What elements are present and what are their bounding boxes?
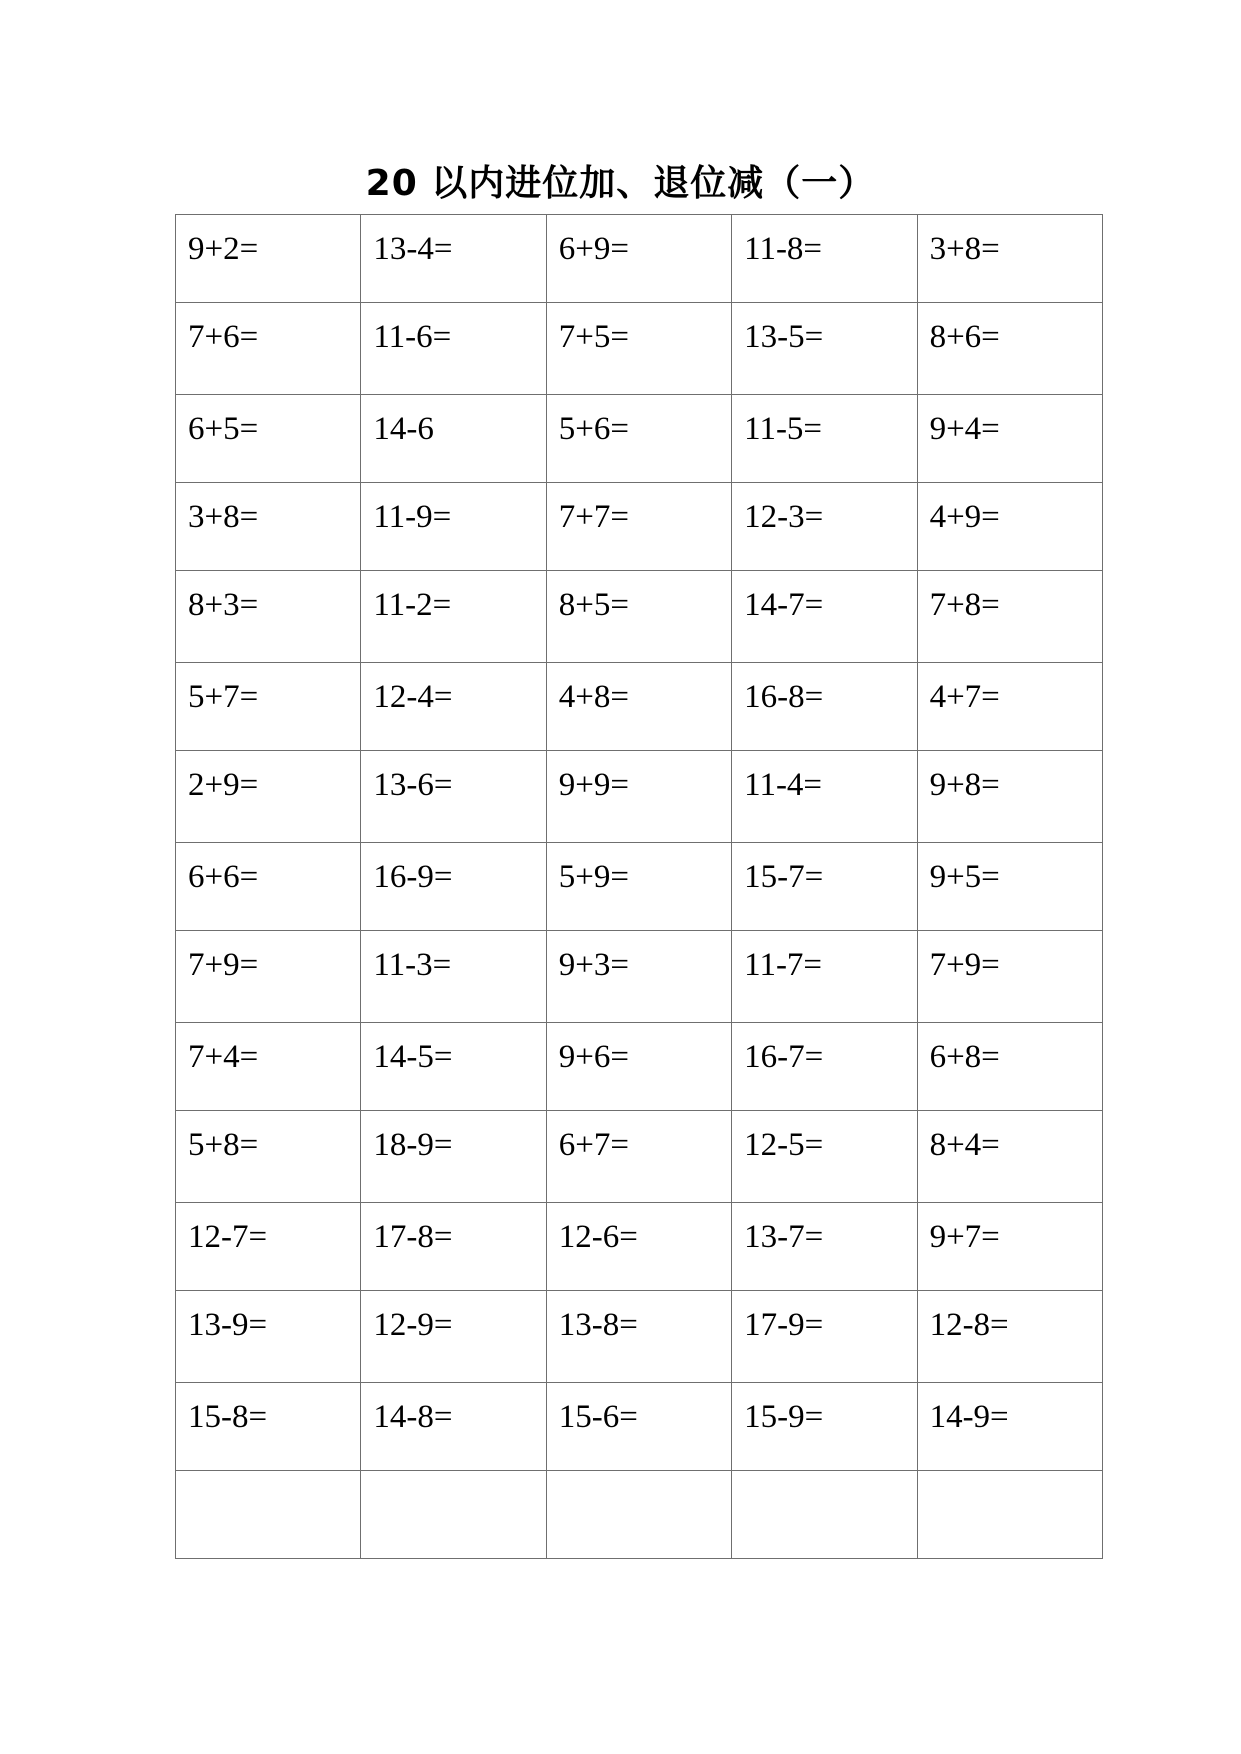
exercise-cell: 4+7= xyxy=(917,663,1102,751)
exercise-cell: 3+8= xyxy=(176,483,361,571)
exercise-cell: 14-6 xyxy=(361,395,546,483)
exercise-cell: 9+4= xyxy=(917,395,1102,483)
table-row xyxy=(176,1291,1103,1383)
exercise-cell: 12-6= xyxy=(546,1203,731,1291)
exercise-cell: 7+4= xyxy=(176,1023,361,1111)
exercise-cell: 6+6= xyxy=(176,843,361,931)
table-row xyxy=(176,1383,1103,1471)
table-row xyxy=(176,215,1103,303)
table-row xyxy=(176,843,1103,931)
exercise-cell: 4+8= xyxy=(546,663,731,751)
exercise-cell: 12-4= xyxy=(361,663,546,751)
exercise-cell: 12-7= xyxy=(176,1203,361,1291)
exercise-cell: 11-2= xyxy=(361,571,546,663)
exercise-cell: 12-9= xyxy=(361,1291,546,1383)
exercise-cell: 15-7= xyxy=(732,843,917,931)
exercise-cell: 15-9= xyxy=(732,1383,917,1471)
exercise-cell: 6+8= xyxy=(917,1023,1102,1111)
exercise-cell: 16-7= xyxy=(732,1023,917,1111)
exercise-table-body xyxy=(176,215,1103,1559)
exercise-cell: 15-8= xyxy=(176,1383,361,1471)
exercise-cell: 7+9= xyxy=(917,931,1102,1023)
exercise-cell: 14-9= xyxy=(917,1383,1102,1471)
exercise-cell: 7+7= xyxy=(546,483,731,571)
exercise-cell xyxy=(732,1471,917,1559)
exercise-cell: 13-9= xyxy=(176,1291,361,1383)
exercise-cell: 5+7= xyxy=(176,663,361,751)
exercise-cell xyxy=(176,1471,361,1559)
exercise-cell: 14-8= xyxy=(361,1383,546,1471)
exercise-cell: 13-4= xyxy=(361,215,546,303)
exercise-cell: 6+5= xyxy=(176,395,361,483)
exercise-cell: 11-8= xyxy=(732,215,917,303)
table-row xyxy=(176,571,1103,663)
table-row xyxy=(176,303,1103,395)
exercise-cell: 16-9= xyxy=(361,843,546,931)
exercise-cell xyxy=(361,1471,546,1559)
exercise-cell xyxy=(546,1471,731,1559)
exercise-cell xyxy=(917,1471,1102,1559)
table-row xyxy=(176,1023,1103,1111)
exercise-cell: 12-5= xyxy=(732,1111,917,1203)
exercise-cell: 5+8= xyxy=(176,1111,361,1203)
table-row xyxy=(176,483,1103,571)
exercise-cell: 5+9= xyxy=(546,843,731,931)
exercise-cell: 4+9= xyxy=(917,483,1102,571)
exercise-cell: 8+3= xyxy=(176,571,361,663)
exercise-cell: 8+6= xyxy=(917,303,1102,395)
exercise-cell: 18-9= xyxy=(361,1111,546,1203)
exercise-cell: 7+6= xyxy=(176,303,361,395)
exercise-cell: 11-7= xyxy=(732,931,917,1023)
exercise-cell: 17-8= xyxy=(361,1203,546,1291)
exercise-cell: 9+2= xyxy=(176,215,361,303)
exercise-cell: 14-5= xyxy=(361,1023,546,1111)
exercise-cell: 6+7= xyxy=(546,1111,731,1203)
exercise-cell: 5+6= xyxy=(546,395,731,483)
exercise-cell: 9+8= xyxy=(917,751,1102,843)
exercise-cell: 12-3= xyxy=(732,483,917,571)
exercise-cell: 7+8= xyxy=(917,571,1102,663)
exercise-cell: 13-5= xyxy=(732,303,917,395)
exercise-cell: 11-6= xyxy=(361,303,546,395)
exercise-cell: 9+9= xyxy=(546,751,731,843)
exercise-cell: 11-5= xyxy=(732,395,917,483)
exercise-cell: 9+6= xyxy=(546,1023,731,1111)
exercise-cell: 13-7= xyxy=(732,1203,917,1291)
exercise-cell: 17-9= xyxy=(732,1291,917,1383)
exercise-table xyxy=(175,214,1103,1559)
table-row xyxy=(176,1111,1103,1203)
table-row xyxy=(176,751,1103,843)
exercise-cell: 3+8= xyxy=(917,215,1102,303)
table-row xyxy=(176,395,1103,483)
exercise-cell: 16-8= xyxy=(732,663,917,751)
exercise-cell: 13-6= xyxy=(361,751,546,843)
table-row xyxy=(176,663,1103,751)
exercise-cell: 7+9= xyxy=(176,931,361,1023)
exercise-cell: 6+9= xyxy=(546,215,731,303)
exercise-cell: 8+5= xyxy=(546,571,731,663)
exercise-cell: 7+5= xyxy=(546,303,731,395)
exercise-cell: 9+3= xyxy=(546,931,731,1023)
exercise-cell: 9+5= xyxy=(917,843,1102,931)
exercise-cell: 9+7= xyxy=(917,1203,1102,1291)
table-row xyxy=(176,931,1103,1023)
exercise-cell: 13-8= xyxy=(546,1291,731,1383)
exercise-cell: 11-3= xyxy=(361,931,546,1023)
exercise-cell: 15-6= xyxy=(546,1383,731,1471)
exercise-cell: 11-9= xyxy=(361,483,546,571)
exercise-cell: 2+9= xyxy=(176,751,361,843)
exercise-cell: 14-7= xyxy=(732,571,917,663)
exercise-cell: 8+4= xyxy=(917,1111,1102,1203)
exercise-cell: 12-8= xyxy=(917,1291,1102,1383)
table-row xyxy=(176,1471,1103,1559)
table-row xyxy=(176,1203,1103,1291)
page-title: 20 以内进位加、退位减（一） xyxy=(365,163,876,204)
exercise-cell: 11-4= xyxy=(732,751,917,843)
